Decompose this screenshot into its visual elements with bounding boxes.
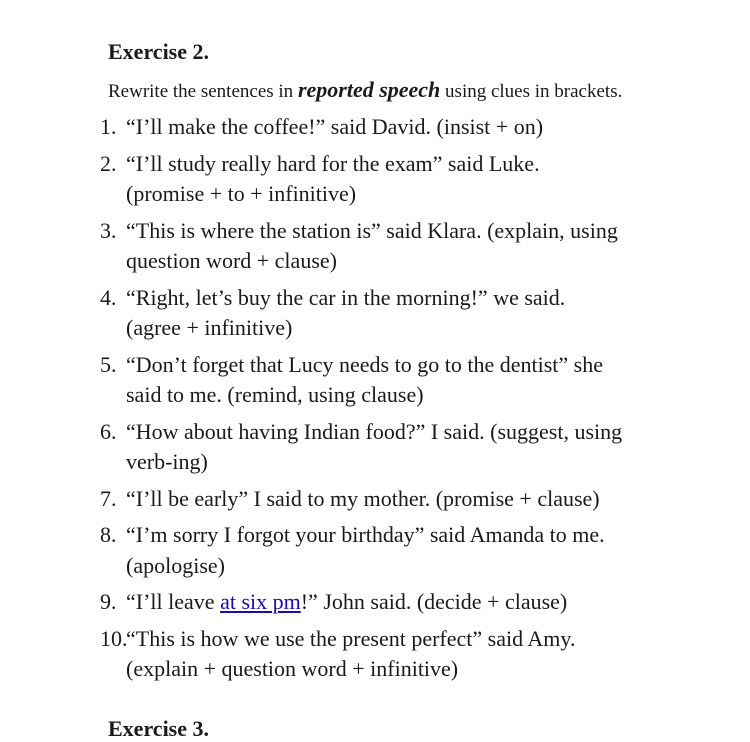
instruction-emphasis: reported speech xyxy=(297,77,441,102)
list-item-6 xyxy=(100,417,710,478)
exercise-instruction xyxy=(108,77,622,105)
item-line-clue: said to me. (remind, using clause) xyxy=(126,382,424,407)
item-number: 8. xyxy=(100,522,117,547)
item-line: “I’m sorry I forgot your birthday” said Amanda to me. xyxy=(126,522,605,547)
item-line-clue: (explain + question word + infinitive) xyxy=(126,656,459,681)
item-line: “This is where the station is” said Klara. (explain, using xyxy=(126,217,618,243)
instruction-text-before: Rewrite the sentences in xyxy=(108,81,298,102)
item-text xyxy=(126,112,710,143)
item-line xyxy=(126,587,710,618)
list-item-3 xyxy=(100,216,710,277)
item-number: 5. xyxy=(100,351,117,377)
item-line: “I’ll study really hard for the exam” said Luke. xyxy=(126,150,540,176)
item-line: “How about having Indian food?” I said. (suggest, using xyxy=(126,418,623,444)
item-text xyxy=(126,624,710,685)
item-line-clue: (promise + to + infinitive) xyxy=(126,181,357,206)
item-text-after-link: !” John said. (decide + clause) xyxy=(300,589,568,614)
item-line: “Don’t forget that Lucy needs to go to the dentist” she xyxy=(126,351,603,377)
list-item-9 xyxy=(100,587,710,618)
list-item-4 xyxy=(100,283,710,344)
item-text xyxy=(126,149,710,210)
item-text xyxy=(126,484,710,515)
list-item-5 xyxy=(100,350,710,411)
item-text xyxy=(126,417,710,478)
item-text xyxy=(126,216,710,277)
item-number: 6. xyxy=(100,418,117,444)
item-line-clue: (apologise) xyxy=(126,552,225,578)
next-exercise-title: Exercise 3. xyxy=(108,716,210,741)
item-line-clue: question word + clause) xyxy=(126,248,337,273)
item-number: 2. xyxy=(100,150,117,176)
sentence-list xyxy=(100,112,710,691)
list-item-10 xyxy=(100,624,710,685)
list-item-8 xyxy=(100,520,710,581)
item-number: 9. xyxy=(100,589,117,614)
item-text xyxy=(126,350,710,411)
item-text xyxy=(126,520,710,581)
item-number: 1. xyxy=(100,114,117,139)
item-text xyxy=(126,283,710,344)
item-number: 3. xyxy=(100,217,117,243)
item-line: “Right, let’s buy the car in the morning!” we said. xyxy=(126,284,566,310)
item-line-clue: verb-ing) xyxy=(126,449,208,474)
item-text-before-link: “I’ll leave xyxy=(126,589,221,614)
item-number: 10. xyxy=(100,625,128,651)
item-line: “I’ll be early” I said to my mother. (promise + clause) xyxy=(126,485,600,511)
instruction-text-after: using clues in brackets. xyxy=(440,81,623,102)
list-item-2 xyxy=(100,149,710,210)
item-line-clue: (agree + infinitive) xyxy=(126,315,293,340)
item-line: “I’ll make the coffee!” said David. (insist + on) xyxy=(126,114,544,139)
list-item-7 xyxy=(100,484,710,515)
item-number: 4. xyxy=(100,284,117,310)
exercise-title: Exercise 2. xyxy=(108,39,210,64)
item-text xyxy=(126,587,710,618)
list-item-1 xyxy=(100,112,710,143)
time-link[interactable]: at six pm xyxy=(220,589,301,614)
item-number: 7. xyxy=(100,485,117,511)
item-line: “This is how we use the present perfect” said Amy. xyxy=(126,625,576,651)
